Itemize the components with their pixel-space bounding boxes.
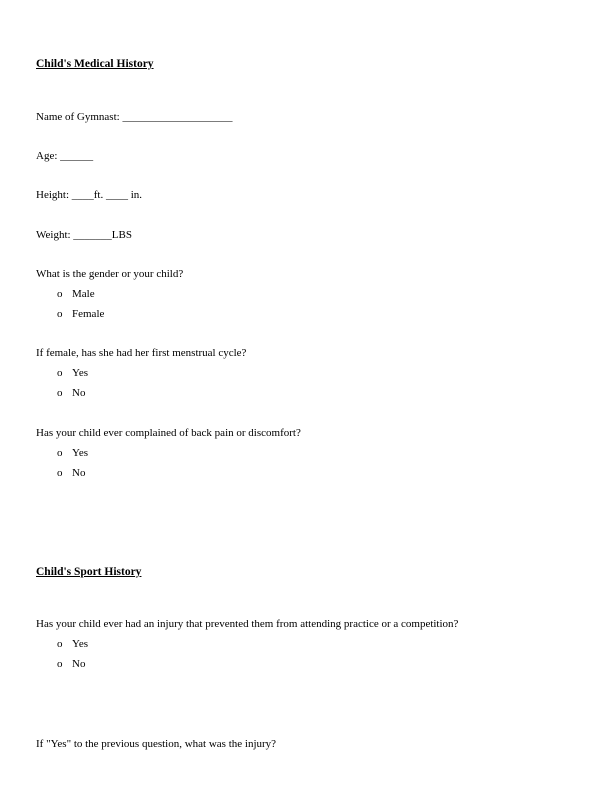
radio-bullet-icon: o <box>57 658 63 670</box>
back-pain-question: Has your child ever complained of back pain or discomfort? <box>36 427 301 439</box>
gymnast-name-field[interactable]: Name of Gymnast: ____________________ <box>36 111 233 123</box>
age-field[interactable]: Age: ______ <box>36 150 94 162</box>
height-field[interactable]: Height: ____ft. ____ in. <box>36 189 143 201</box>
option-label: No <box>72 467 86 479</box>
option-label: Yes <box>72 367 89 379</box>
option-label: Female <box>72 308 105 320</box>
back-pain-option-no[interactable] <box>57 468 85 479</box>
menstrual-option-no[interactable] <box>57 388 85 399</box>
injury-option-no[interactable] <box>57 659 85 670</box>
radio-bullet-icon: o <box>57 367 63 379</box>
gender-option-female[interactable] <box>57 309 104 320</box>
injury-followup-question: If "Yes" to the previous question, what was the injury? <box>36 738 277 750</box>
gender-question: What is the gender or your child? <box>36 268 184 280</box>
injury-option-yes[interactable] <box>57 639 88 650</box>
back-pain-option-yes[interactable] <box>57 448 88 459</box>
medical-history-heading: Child's Medical History <box>36 58 154 70</box>
weight-field[interactable]: Weight: _______LBS <box>36 229 132 241</box>
option-label: Yes <box>72 447 89 459</box>
radio-bullet-icon: o <box>57 447 63 459</box>
radio-bullet-icon: o <box>57 638 63 650</box>
menstrual-option-yes[interactable] <box>57 368 88 379</box>
sport-history-heading: Child's Sport History <box>36 566 142 578</box>
option-label: No <box>72 387 86 399</box>
option-label: Male <box>72 288 95 300</box>
radio-bullet-icon: o <box>57 308 63 320</box>
option-label: No <box>72 658 86 670</box>
menstrual-question: If female, has she had her first menstrual cycle? <box>36 347 247 359</box>
injury-question: Has your child ever had an injury that prevented them from attending practice or a competition? <box>36 618 459 630</box>
option-label: Yes <box>72 638 89 650</box>
radio-bullet-icon: o <box>57 387 63 399</box>
gender-option-male[interactable] <box>57 289 95 300</box>
radio-bullet-icon: o <box>57 288 63 300</box>
radio-bullet-icon: o <box>57 467 63 479</box>
